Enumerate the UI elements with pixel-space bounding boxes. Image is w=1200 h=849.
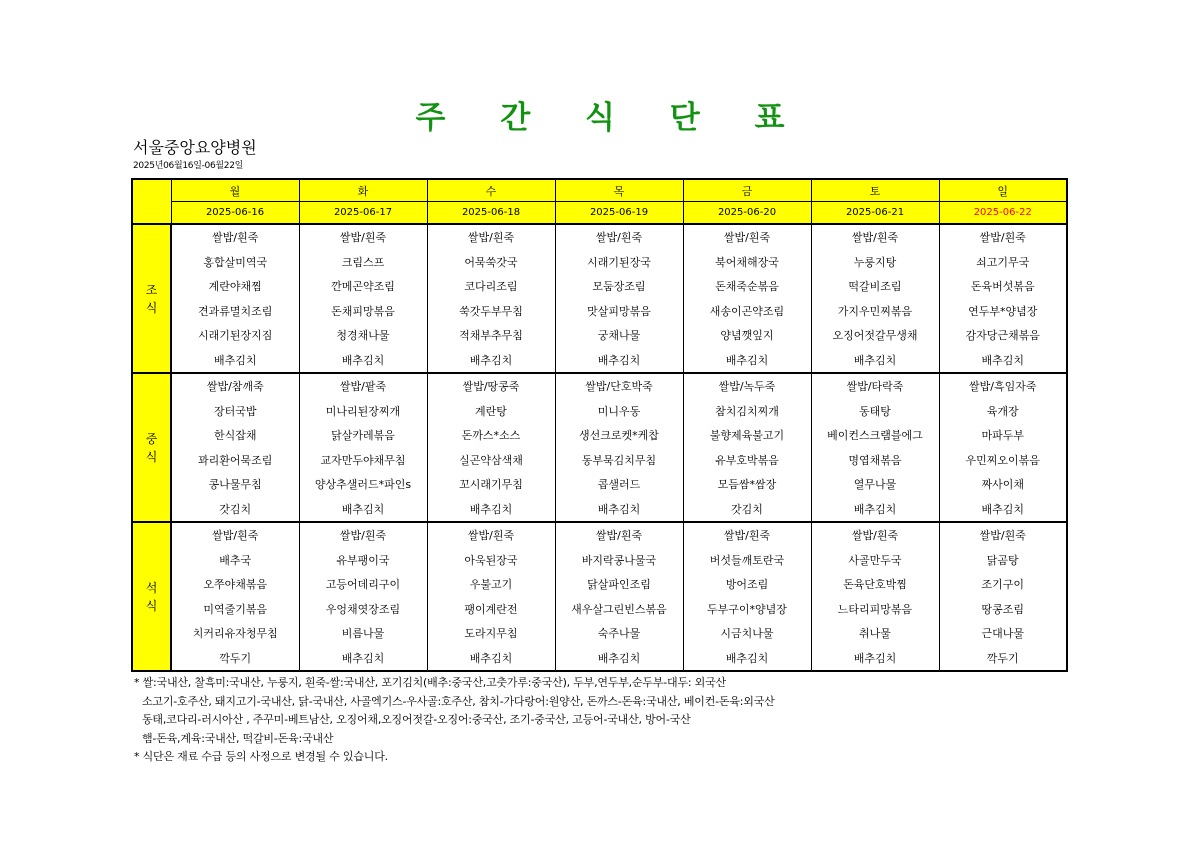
day-header: 금 xyxy=(683,179,811,202)
menu-dish: 배추김치 xyxy=(683,348,811,374)
menu-dish: 참치김치찌개 xyxy=(683,399,811,424)
menu-dish: 육개장 xyxy=(939,399,1067,424)
menu-dish: 연두부*양념장 xyxy=(939,299,1067,324)
menu-dish: 떡갈비조림 xyxy=(811,274,939,299)
menu-dish: 쌀밥/흰죽 xyxy=(683,522,811,548)
menu-row xyxy=(132,621,1067,646)
meal-label-char: 조 xyxy=(145,282,158,297)
menu-dish: 오징어젓갈무생채 xyxy=(811,323,939,348)
hospital-name: 서울중앙요양병원 xyxy=(133,138,257,157)
menu-dish: 우엉채엿장조림 xyxy=(299,597,427,622)
menu-row xyxy=(132,373,1067,399)
menu-row xyxy=(132,572,1067,597)
menu-dish: 두부구이*양념장 xyxy=(683,597,811,622)
menu-dish: 배추김치 xyxy=(555,497,683,523)
menu-dish: 베이컨스크램블에그 xyxy=(811,423,939,448)
menu-dish: 닭곰탕 xyxy=(939,548,1067,573)
menu-dish: 바지락콩나물국 xyxy=(555,548,683,573)
menu-dish: 돈까스*소스 xyxy=(427,423,555,448)
menu-dish: 숙주나물 xyxy=(555,621,683,646)
menu-dish: 고등어데리구이 xyxy=(299,572,427,597)
meal-label-char: 식 xyxy=(145,300,158,315)
menu-dish: 쌀밥/참깨죽 xyxy=(171,373,299,399)
menu-dish: 명엽채볶음 xyxy=(811,448,939,473)
menu-dish: 갓김치 xyxy=(171,497,299,523)
menu-dish: 취나물 xyxy=(811,621,939,646)
menu-dish: 비름나물 xyxy=(299,621,427,646)
date-header: 2025-06-18 xyxy=(427,202,555,225)
menu-dish: 깍두기 xyxy=(939,646,1067,672)
menu-dish: 궁채나물 xyxy=(555,323,683,348)
menu-dish: 갓김치 xyxy=(683,497,811,523)
menu-dish: 미역줄기볶음 xyxy=(171,597,299,622)
menu-dish: 쌀밥/흰죽 xyxy=(427,522,555,548)
meal-label xyxy=(132,373,171,522)
menu-dish: 배추김치 xyxy=(683,646,811,672)
menu-dish: 배추김치 xyxy=(427,348,555,374)
menu-dish: 청경채나물 xyxy=(299,323,427,348)
menu-dish: 배추김치 xyxy=(811,646,939,672)
meal-label-char: 중 xyxy=(145,431,158,446)
day-header: 토 xyxy=(811,179,939,202)
menu-dish: 동태탕 xyxy=(811,399,939,424)
menu-dish: 견과류멸치조림 xyxy=(171,299,299,324)
menu-dish: 생선크로켓*케찹 xyxy=(555,423,683,448)
menu-dish: 코다리조림 xyxy=(427,274,555,299)
day-header: 목 xyxy=(555,179,683,202)
menu-dish: 배추김치 xyxy=(299,497,427,523)
date-header: 2025-06-20 xyxy=(683,202,811,225)
note-line: * 식단은 재료 수급 등의 사정으로 변경될 수 있습니다. xyxy=(134,750,388,763)
menu-dish: 새송이곤약조림 xyxy=(683,299,811,324)
menu-dish: 계란야채찜 xyxy=(171,274,299,299)
menu-dish: 누룽지탕 xyxy=(811,250,939,275)
menu-dish: 팽이계란전 xyxy=(427,597,555,622)
menu-dish: 배추김치 xyxy=(811,348,939,374)
menu-dish: 가지우민찌볶음 xyxy=(811,299,939,324)
menu-dish: 쑥갓두부무침 xyxy=(427,299,555,324)
menu-row xyxy=(132,348,1067,374)
menu-dish: 돈육버섯볶음 xyxy=(939,274,1067,299)
menu-row xyxy=(132,646,1067,672)
menu-row xyxy=(132,522,1067,548)
menu-dish: 돈채피망볶음 xyxy=(299,299,427,324)
menu-dish: 닭살파인조림 xyxy=(555,572,683,597)
date-header: 2025-06-16 xyxy=(171,202,299,225)
menu-dish: 새우살그린빈스볶음 xyxy=(555,597,683,622)
menu-dish: 배추김치 xyxy=(171,348,299,374)
meal-label xyxy=(132,522,171,671)
menu-dish: 마파두부 xyxy=(939,423,1067,448)
menu-body xyxy=(132,224,1067,671)
menu-dish: 쌀밥/단호박죽 xyxy=(555,373,683,399)
day-header: 월 xyxy=(171,179,299,202)
menu-row xyxy=(132,399,1067,424)
menu-dish: 모듬쌈*쌈장 xyxy=(683,472,811,497)
note-line: 소고기-호주산, 돼지고기-국내산, 닭-국내산, 사골엑기스-우사골:호주산, 참치-가다랑어:원양산, 돈까스-돈육:국내산, 베이컨-돈육:외국산 xyxy=(142,694,775,708)
menu-dish: 시래기된장국 xyxy=(555,250,683,275)
meal-label-char: 석 xyxy=(145,580,158,595)
note-line: 햄-돈육,계육:국내산, 떡갈비-돈육:국내산 xyxy=(142,731,334,745)
menu-dish: 동부묵김치무침 xyxy=(555,448,683,473)
menu-dish: 콥샐러드 xyxy=(555,472,683,497)
menu-dish: 꼬시래기무침 xyxy=(427,472,555,497)
weekly-menu-table xyxy=(131,178,1068,672)
date-header: 2025-06-19 xyxy=(555,202,683,225)
menu-dish: 미나리된장찌개 xyxy=(299,399,427,424)
date-header-row xyxy=(132,202,1067,225)
menu-row xyxy=(132,299,1067,324)
menu-dish: 쌀밥/흰죽 xyxy=(555,224,683,250)
menu-dish: 깐메곤약조림 xyxy=(299,274,427,299)
menu-dish: 쌀밥/흰죽 xyxy=(299,224,427,250)
notes xyxy=(134,674,775,767)
menu-row xyxy=(132,448,1067,473)
menu-dish: 양상추샐러드*파인s xyxy=(299,472,427,497)
menu-dish: 배추김치 xyxy=(555,348,683,374)
menu-dish: 쌀밥/흰죽 xyxy=(171,224,299,250)
note-line: 동태,코다리-러시아산 , 주꾸미-베트남산, 오징어채,오징어젓갈-오징어:중국산, 조기-중국산, 고등어-국내산, 방어-국산 xyxy=(142,713,691,726)
menu-dish: 사골만두국 xyxy=(811,548,939,573)
menu-dish: 적채부추무침 xyxy=(427,323,555,348)
menu-row xyxy=(132,274,1067,299)
menu-dish: 닭살카레볶음 xyxy=(299,423,427,448)
menu-row xyxy=(132,250,1067,275)
menu-dish: 오쭈야채볶음 xyxy=(171,572,299,597)
menu-dish: 쌀밥/팥죽 xyxy=(299,373,427,399)
menu-dish: 시금치나물 xyxy=(683,621,811,646)
meal-label-char: 식 xyxy=(145,449,158,464)
menu-dish: 쌀밥/녹두죽 xyxy=(683,373,811,399)
menu-dish: 쌀밥/흰죽 xyxy=(811,224,939,250)
menu-dish: 유부팽이국 xyxy=(299,548,427,573)
menu-dish: 우불고기 xyxy=(427,572,555,597)
menu-dish: 쌀밥/흰죽 xyxy=(171,522,299,548)
menu-dish: 꽈리환어묵조림 xyxy=(171,448,299,473)
meal-label xyxy=(132,224,171,373)
day-header: 화 xyxy=(299,179,427,202)
menu-dish: 배추김치 xyxy=(427,646,555,672)
menu-period: 2025년06월16일-06월22일 xyxy=(133,161,244,171)
menu-dish: 미니우동 xyxy=(555,399,683,424)
menu-dish: 조기구이 xyxy=(939,572,1067,597)
menu-dish: 쌀밥/흰죽 xyxy=(939,224,1067,250)
date-header: 2025-06-21 xyxy=(811,202,939,225)
menu-dish: 도라지무침 xyxy=(427,621,555,646)
menu-row xyxy=(132,323,1067,348)
date-header: 2025-06-17 xyxy=(299,202,427,225)
menu-dish: 계란탕 xyxy=(427,399,555,424)
menu-dish: 쌀밥/타락죽 xyxy=(811,373,939,399)
day-header-row xyxy=(132,179,1067,202)
menu-dish: 크림스프 xyxy=(299,250,427,275)
menu-dish: 감자당근채볶음 xyxy=(939,323,1067,348)
menu-dish: 배추김치 xyxy=(939,497,1067,523)
note-line: * 쌀:국내산, 찰흑미:국내산, 누룽지, 흰죽-쌀:국내산, 포기김치(배추:중국산,고춧가루:중국산), 두부,연두부,순두부-대두: 외국산 xyxy=(134,676,726,689)
menu-dish: 배추김치 xyxy=(555,646,683,672)
menu-row xyxy=(132,497,1067,523)
menu-dish: 실곤약삼색채 xyxy=(427,448,555,473)
menu-dish: 쌀밥/흰죽 xyxy=(427,224,555,250)
menu-dish: 한식잡채 xyxy=(171,423,299,448)
menu-row xyxy=(132,472,1067,497)
menu-dish: 우민찌오이볶음 xyxy=(939,448,1067,473)
menu-dish: 쌀밥/흰죽 xyxy=(683,224,811,250)
menu-row xyxy=(132,597,1067,622)
menu-dish: 북어채해장국 xyxy=(683,250,811,275)
menu-dish: 콩나물무침 xyxy=(171,472,299,497)
menu-dish: 돈육단호박찜 xyxy=(811,572,939,597)
menu-dish: 유부호박볶음 xyxy=(683,448,811,473)
menu-dish: 배추김치 xyxy=(427,497,555,523)
menu-dish: 열무나물 xyxy=(811,472,939,497)
menu-dish: 교자만두야채무침 xyxy=(299,448,427,473)
menu-dish: 쌀밥/흰죽 xyxy=(555,522,683,548)
menu-dish: 맛살피망볶음 xyxy=(555,299,683,324)
menu-dish: 쌀밥/흰죽 xyxy=(811,522,939,548)
menu-dish: 땅콩조림 xyxy=(939,597,1067,622)
menu-dish: 깍두기 xyxy=(171,646,299,672)
menu-dish: 쌀밥/땅콩죽 xyxy=(427,373,555,399)
menu-dish: 배추국 xyxy=(171,548,299,573)
page-title: 주 간 식 단 표 xyxy=(415,100,807,136)
menu-dish: 아욱된장국 xyxy=(427,548,555,573)
date-header: 2025-06-22 xyxy=(939,202,1067,225)
menu-row xyxy=(132,548,1067,573)
day-header: 수 xyxy=(427,179,555,202)
menu-dish: 불향제육불고기 xyxy=(683,423,811,448)
menu-dish: 쌀밥/흰죽 xyxy=(939,522,1067,548)
menu-dish: 쌀밥/흑임자죽 xyxy=(939,373,1067,399)
menu-dish: 배추김치 xyxy=(811,497,939,523)
menu-row xyxy=(132,423,1067,448)
menu-dish: 쌀밥/흰죽 xyxy=(299,522,427,548)
menu-dish: 근대나물 xyxy=(939,621,1067,646)
menu-dish: 어묵쑥갓국 xyxy=(427,250,555,275)
menu-dish: 양념깻잎지 xyxy=(683,323,811,348)
meal-label-char: 식 xyxy=(145,598,158,613)
menu-dish: 장터국밥 xyxy=(171,399,299,424)
menu-dish: 배추김치 xyxy=(299,348,427,374)
menu-dish: 쇠고기무국 xyxy=(939,250,1067,275)
menu-dish: 시래기된장지짐 xyxy=(171,323,299,348)
menu-dish: 돈채죽순볶음 xyxy=(683,274,811,299)
day-header: 일 xyxy=(939,179,1067,202)
menu-dish: 홍합살미역국 xyxy=(171,250,299,275)
menu-dish: 배추김치 xyxy=(939,348,1067,374)
menu-dish: 느타리피망볶음 xyxy=(811,597,939,622)
menu-dish: 짜사이채 xyxy=(939,472,1067,497)
menu-dish: 방어조림 xyxy=(683,572,811,597)
corner-cell xyxy=(132,179,171,224)
menu-dish: 치커리유자청무침 xyxy=(171,621,299,646)
menu-dish: 버섯들깨토란국 xyxy=(683,548,811,573)
menu-dish: 배추김치 xyxy=(299,646,427,672)
menu-row xyxy=(132,224,1067,250)
menu-dish: 모둠장조림 xyxy=(555,274,683,299)
